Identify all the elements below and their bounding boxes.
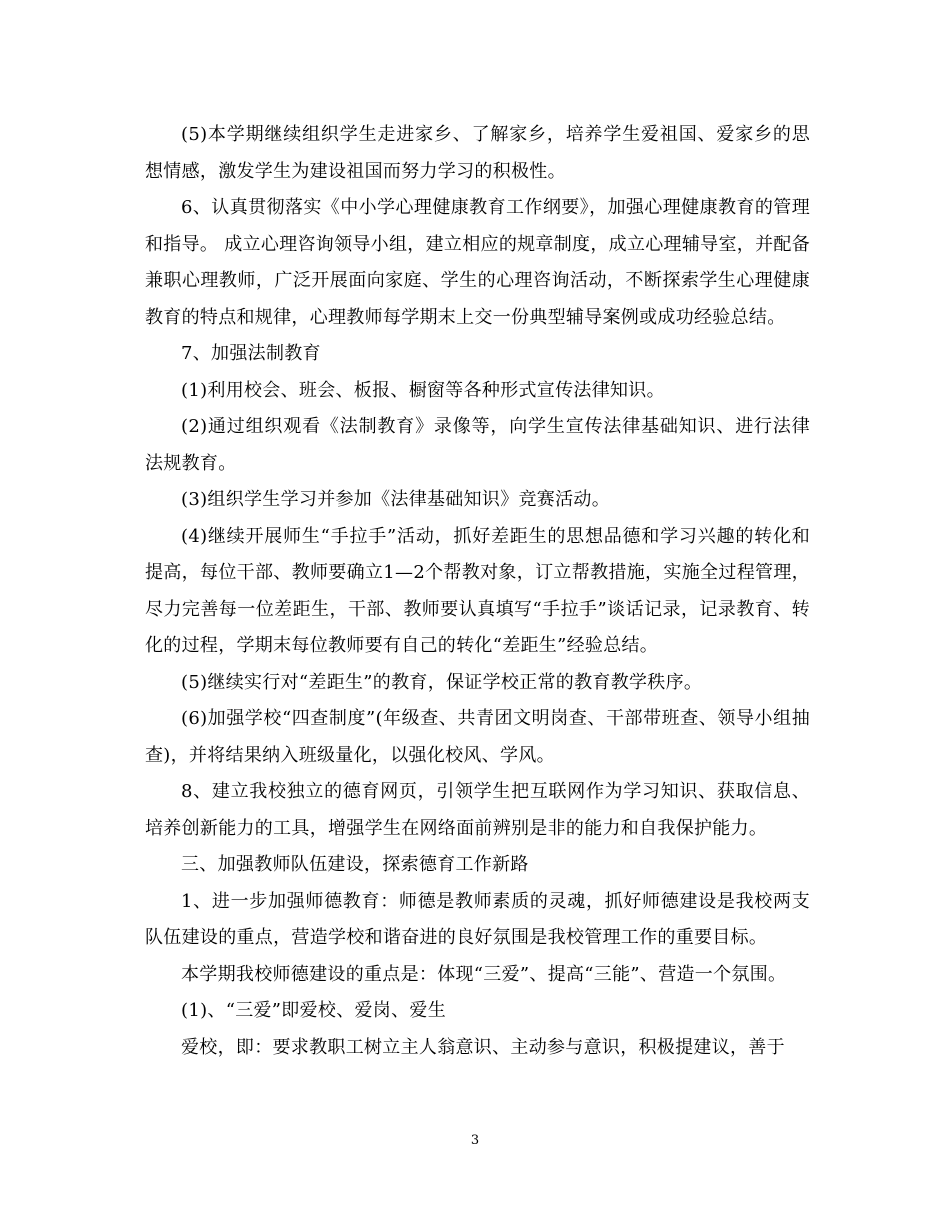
page-number: 3 — [470, 1133, 480, 1148]
paragraph: 8、建立我校独立的德育网页，引领学生把互联网作为学习知识、获取信息、培养创新能力的工具，增强学生在网络面前辨别是非的能力和自我保护能力。 — [145, 781, 810, 839]
paragraph: (6)加强学校“四查制度”(年级查、共青团文明岗查、干部带班查、领导小组抽查)，并将结果纳入班级量化，以强化校风、学风。 — [145, 708, 810, 766]
section-heading: 7、加强法制教育 — [181, 343, 321, 364]
paragraph: (5)本学期继续组织学生走进家乡、了解家乡，培养学生爱祖国、爱家乡的思想情感，激发学生为建设祖国而努力学习的积极性。 — [145, 124, 810, 182]
paragraph: (4)继续开展师生“手拉手”活动，抓好差距生的思想品德和学习兴趣的转化和提高，每位干部、教师要确立1—2个帮教对象，订立帮教措施，实施全过程管理，尽力完善每一位差距生，干部、教师要认真填写“手拉手”谈话记录，记录教育、转化的过程，学期末每位教师要有自己的转化“差距生”经验总结。 — [145, 525, 810, 656]
paragraph: (1)利用校会、班会、板报、橱窗等各种形式宣传法律知识。 — [181, 379, 665, 401]
paragraph: 本学期我校师德建设的重点是：体现“三爱”、提高“三能”、营造一个氛围。 — [181, 963, 787, 985]
paragraph: 1、进一步加强师德教育：师德是教师素质的灵魂，抓好师德建设是我校两支队伍建设的重点，营造学校和谐奋进的良好氛围是我校管理工作的重要目标。 — [145, 890, 810, 948]
section-heading: 三、加强教师队伍建设，探索德育工作新路 — [181, 854, 529, 875]
document-body — [145, 117, 810, 1066]
paragraph: (2)通过组织观看《法制教育》录像等，向学生宣传法律基础知识、进行法律法规教育。 — [145, 416, 810, 474]
paragraph: (5)继续实行对“差距生”的教育，保证学校正常的教育教学秩序。 — [181, 671, 703, 693]
paragraph: (3)组织学生学习并参加《法律基础知识》竞赛活动。 — [181, 489, 610, 510]
paragraph: 6、认真贯彻落实《中小学心理健康教育工作纲要》，加强心理健康教育的管理和指导。 成立心理咨询领导小组，建立相应的规章制度，成立心理辅导室，并配备兼职心理教师，广泛开展面向家庭、学生的心理咨询活动，不断探索学生心理健康教育的特点和规律，心理教师每学期末上交一份典型辅导案例或成功经验总结。 — [145, 197, 810, 328]
paragraph: 爱校，即：要求教职工树立主人翁意识、主动参与意识，积极提建议，善于 — [181, 1036, 785, 1058]
paragraph: (1)、“三爱”即爱校、爱岗、爱生 — [181, 1000, 446, 1021]
